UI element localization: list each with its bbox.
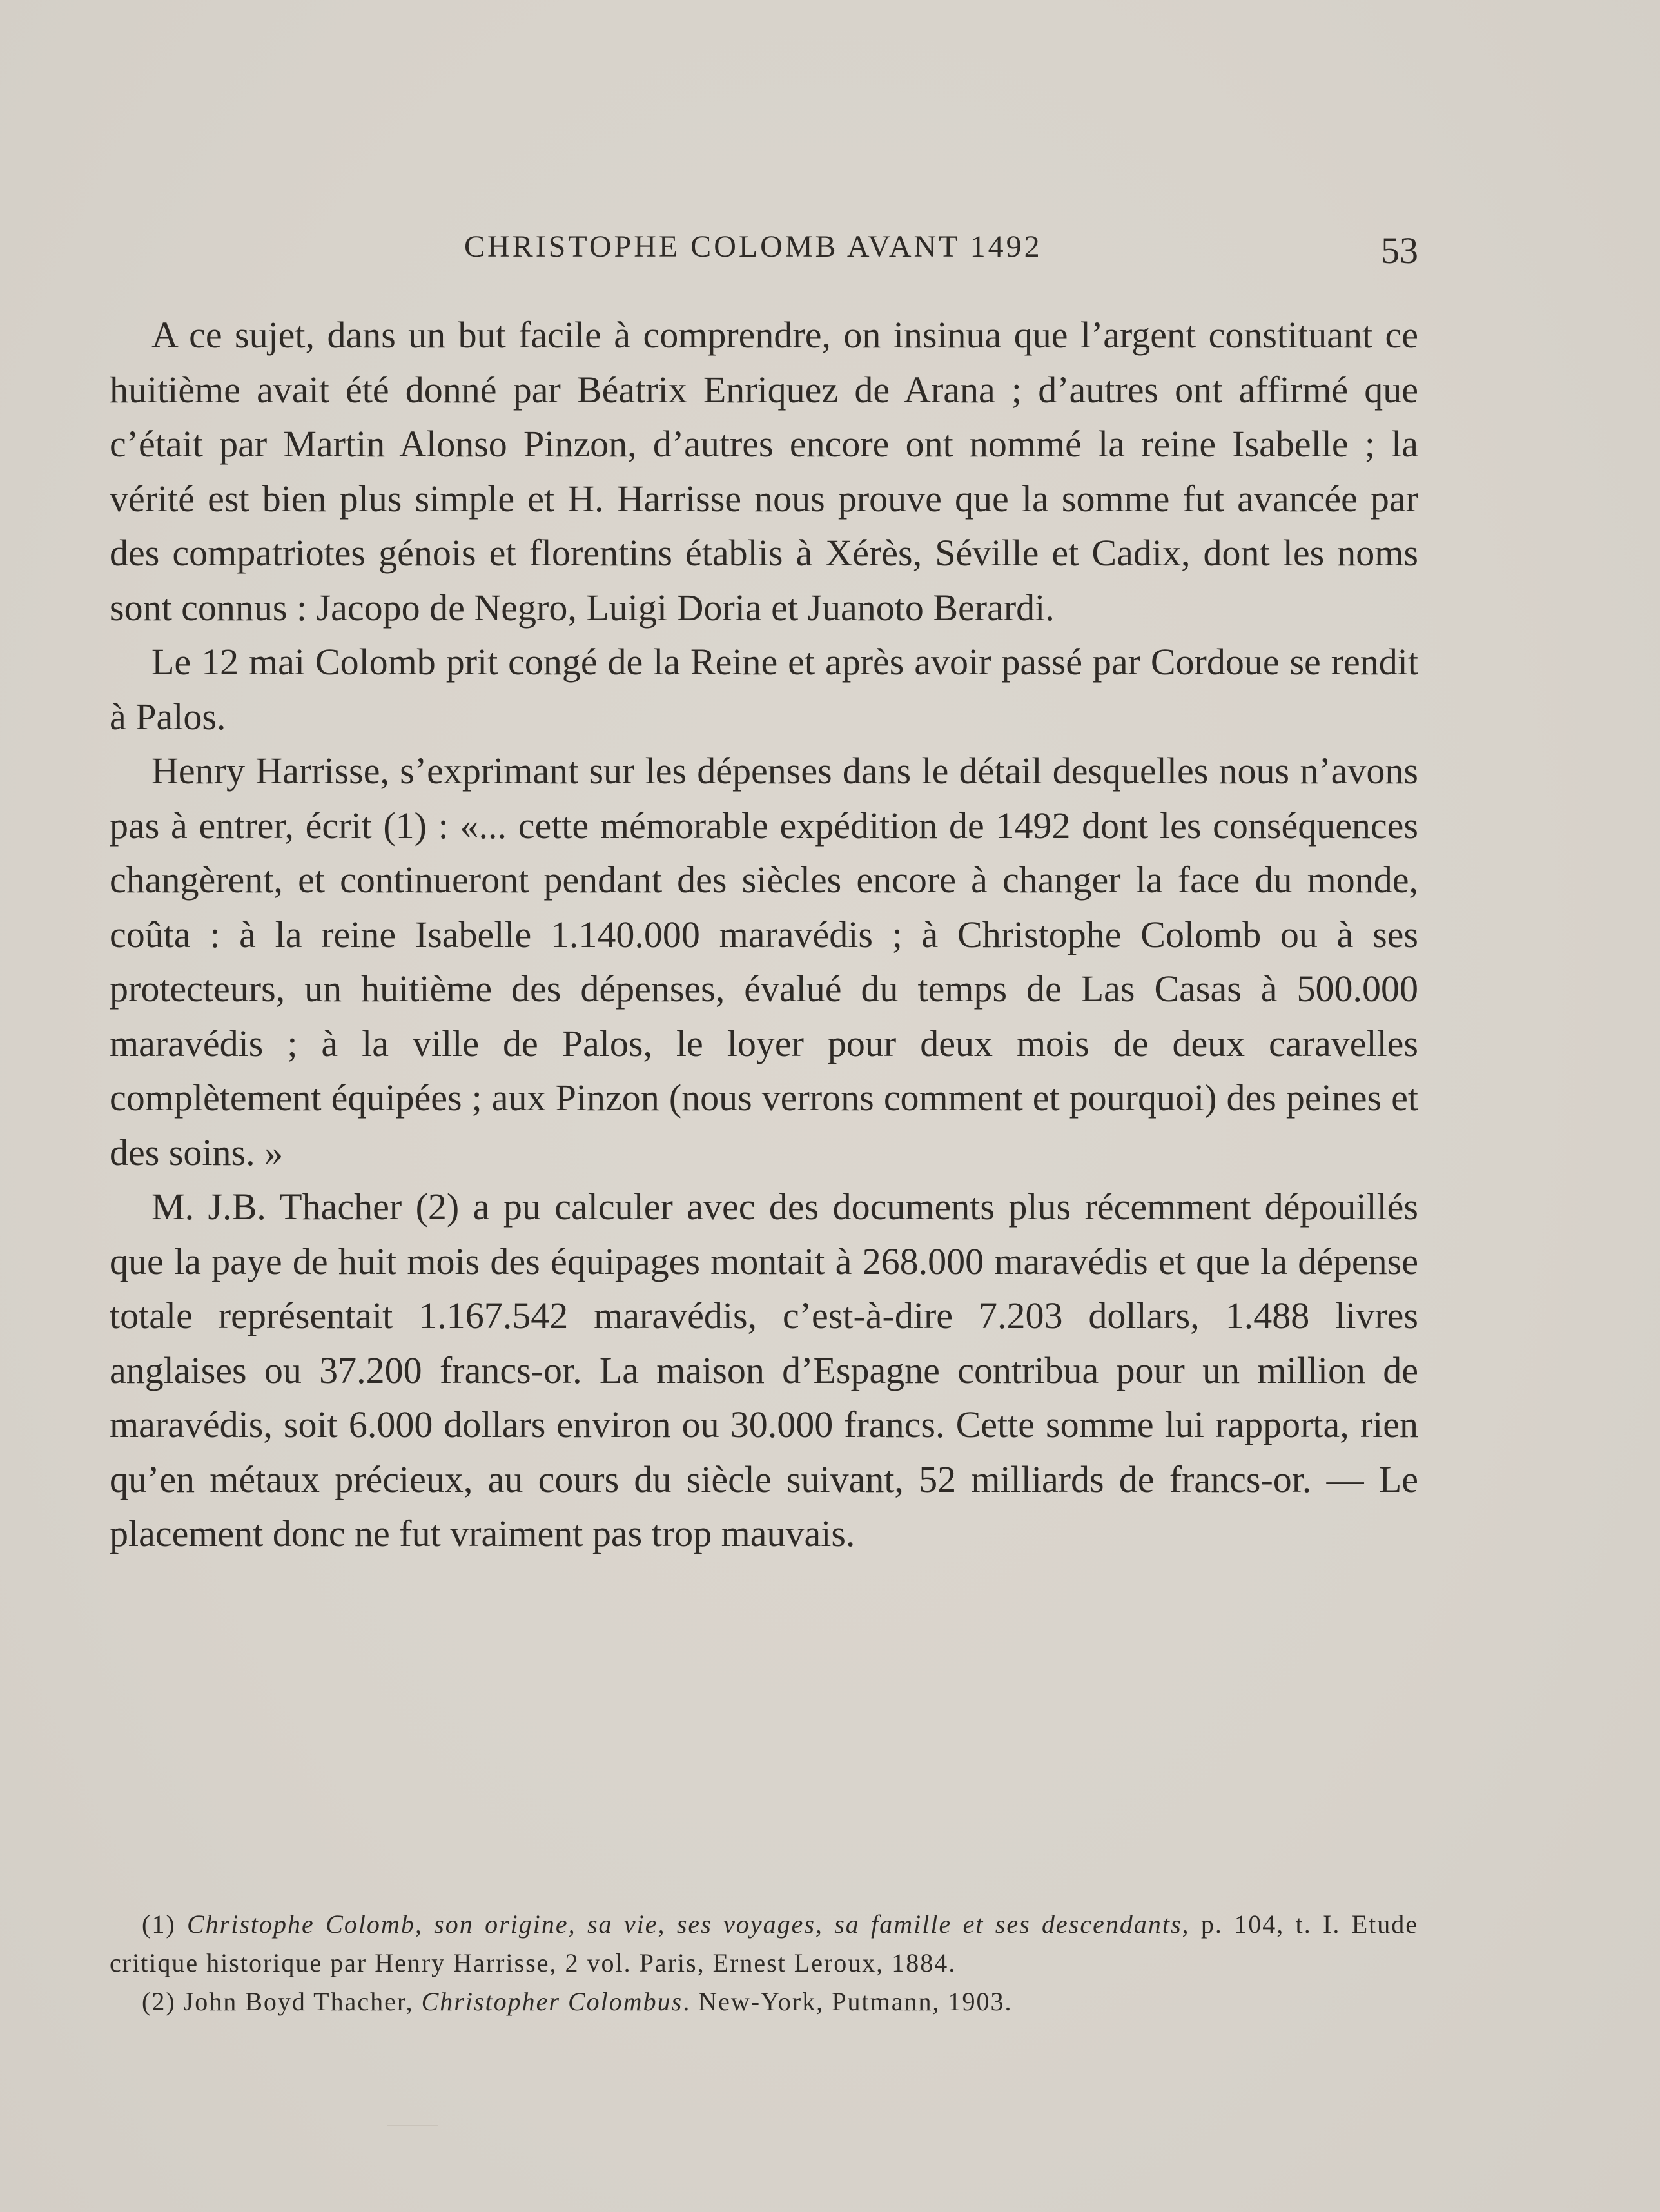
footnote-text: , p. 104, t. I. Etude critique historique par Henry Harrisse, 2 vol. Paris, Ernest Leroux, 1884. bbox=[110, 1910, 1419, 1977]
paragraph: A ce sujet, dans un but facile à comprendre, on insinua que l’argent constituant ce huitième avait été donné par Béatrix Enriquez de Arana ; d’autres ont affirmé que c’était par Martin Alonso Pinzon, d’autres encore ont nommé la reine Isabelle ; la vérité est bien plus simple et H. Harrisse nous prouve que la somme fut avancée par des compatriotes génois et florentins établis à Xérès, Séville et Cadix, dont les noms sont connus : Jacopo de Negro, Luigi Doria et Juanoto Berardi. bbox=[110, 314, 1418, 629]
paragraph: M. J.B. Thacher (2) a pu calculer avec des documents plus récemment dépouillés que la paye de huit mois des équipages montait à 268.000 maravédis et que la dépense totale représentait 1.167.542 maravédis, c’est-à-dire 7.203 dollars, 1.488 livres anglaises ou 37.200 francs-or. La maison d’Espagne contribua pour un million de maravédis, soit 6.000 dollars environ ou 30.000 francs. Cette somme lui rapporta, rien qu’en métaux précieux, au cours du siècle suivant, 52 milliards de francs-or. — Le placement donc ne fut vraiment pas trop mauvais. bbox=[110, 1186, 1418, 1554]
paragraph: Henry Harrisse, s’exprimant sur les dépenses dans le détail desquelles nous n’avons pas à entrer, écrit (1) : «... cette mémorable expédition de 1492 dont les conséquences changèrent, et continueront pendant des siècles encore à changer la face du monde, coûta : à la reine Isabelle 1.140.000 maravédis ; à Christophe Colomb ou à ses protecteurs, un huitième des dépenses, évalué du temps de Las Casas à 500.000 maravédis ; à la ville de Palos, le loyer pour deux mois de deux caravelles complètement équipées ; aux Pinzon (nous verrons comment et pourquoi) des peines et des soins. » bbox=[110, 750, 1418, 1173]
footnote-1 bbox=[110, 1905, 1418, 1982]
paragraph: Le 12 mai Colomb prit congé de la Reine et après avoir passé par Cordoue se rendit à Palos. bbox=[110, 641, 1418, 738]
running-title: CHRISTOPHE COLOMB AVANT 1492 bbox=[464, 230, 1042, 264]
footnote-text: . New-York, Putmann, 1903. bbox=[683, 1987, 1013, 2016]
footnote-title: Christophe Colomb, son origine, sa vie, ses voyages, sa famille et ses descendants bbox=[187, 1910, 1182, 1939]
footnote-author: John Boyd Thacher, bbox=[183, 1987, 422, 2016]
footnote-marker: (2) bbox=[142, 1987, 184, 2016]
footnote-2 bbox=[110, 1982, 1418, 2021]
bottom-rule bbox=[387, 2125, 438, 2126]
footnote-marker: (1) bbox=[142, 1910, 187, 1939]
page-header bbox=[110, 229, 1418, 274]
page-number: 53 bbox=[1381, 230, 1418, 271]
body-text bbox=[110, 308, 1418, 1561]
footnote-title: Christopher Colombus bbox=[421, 1987, 683, 2016]
footnotes bbox=[110, 1905, 1418, 2021]
